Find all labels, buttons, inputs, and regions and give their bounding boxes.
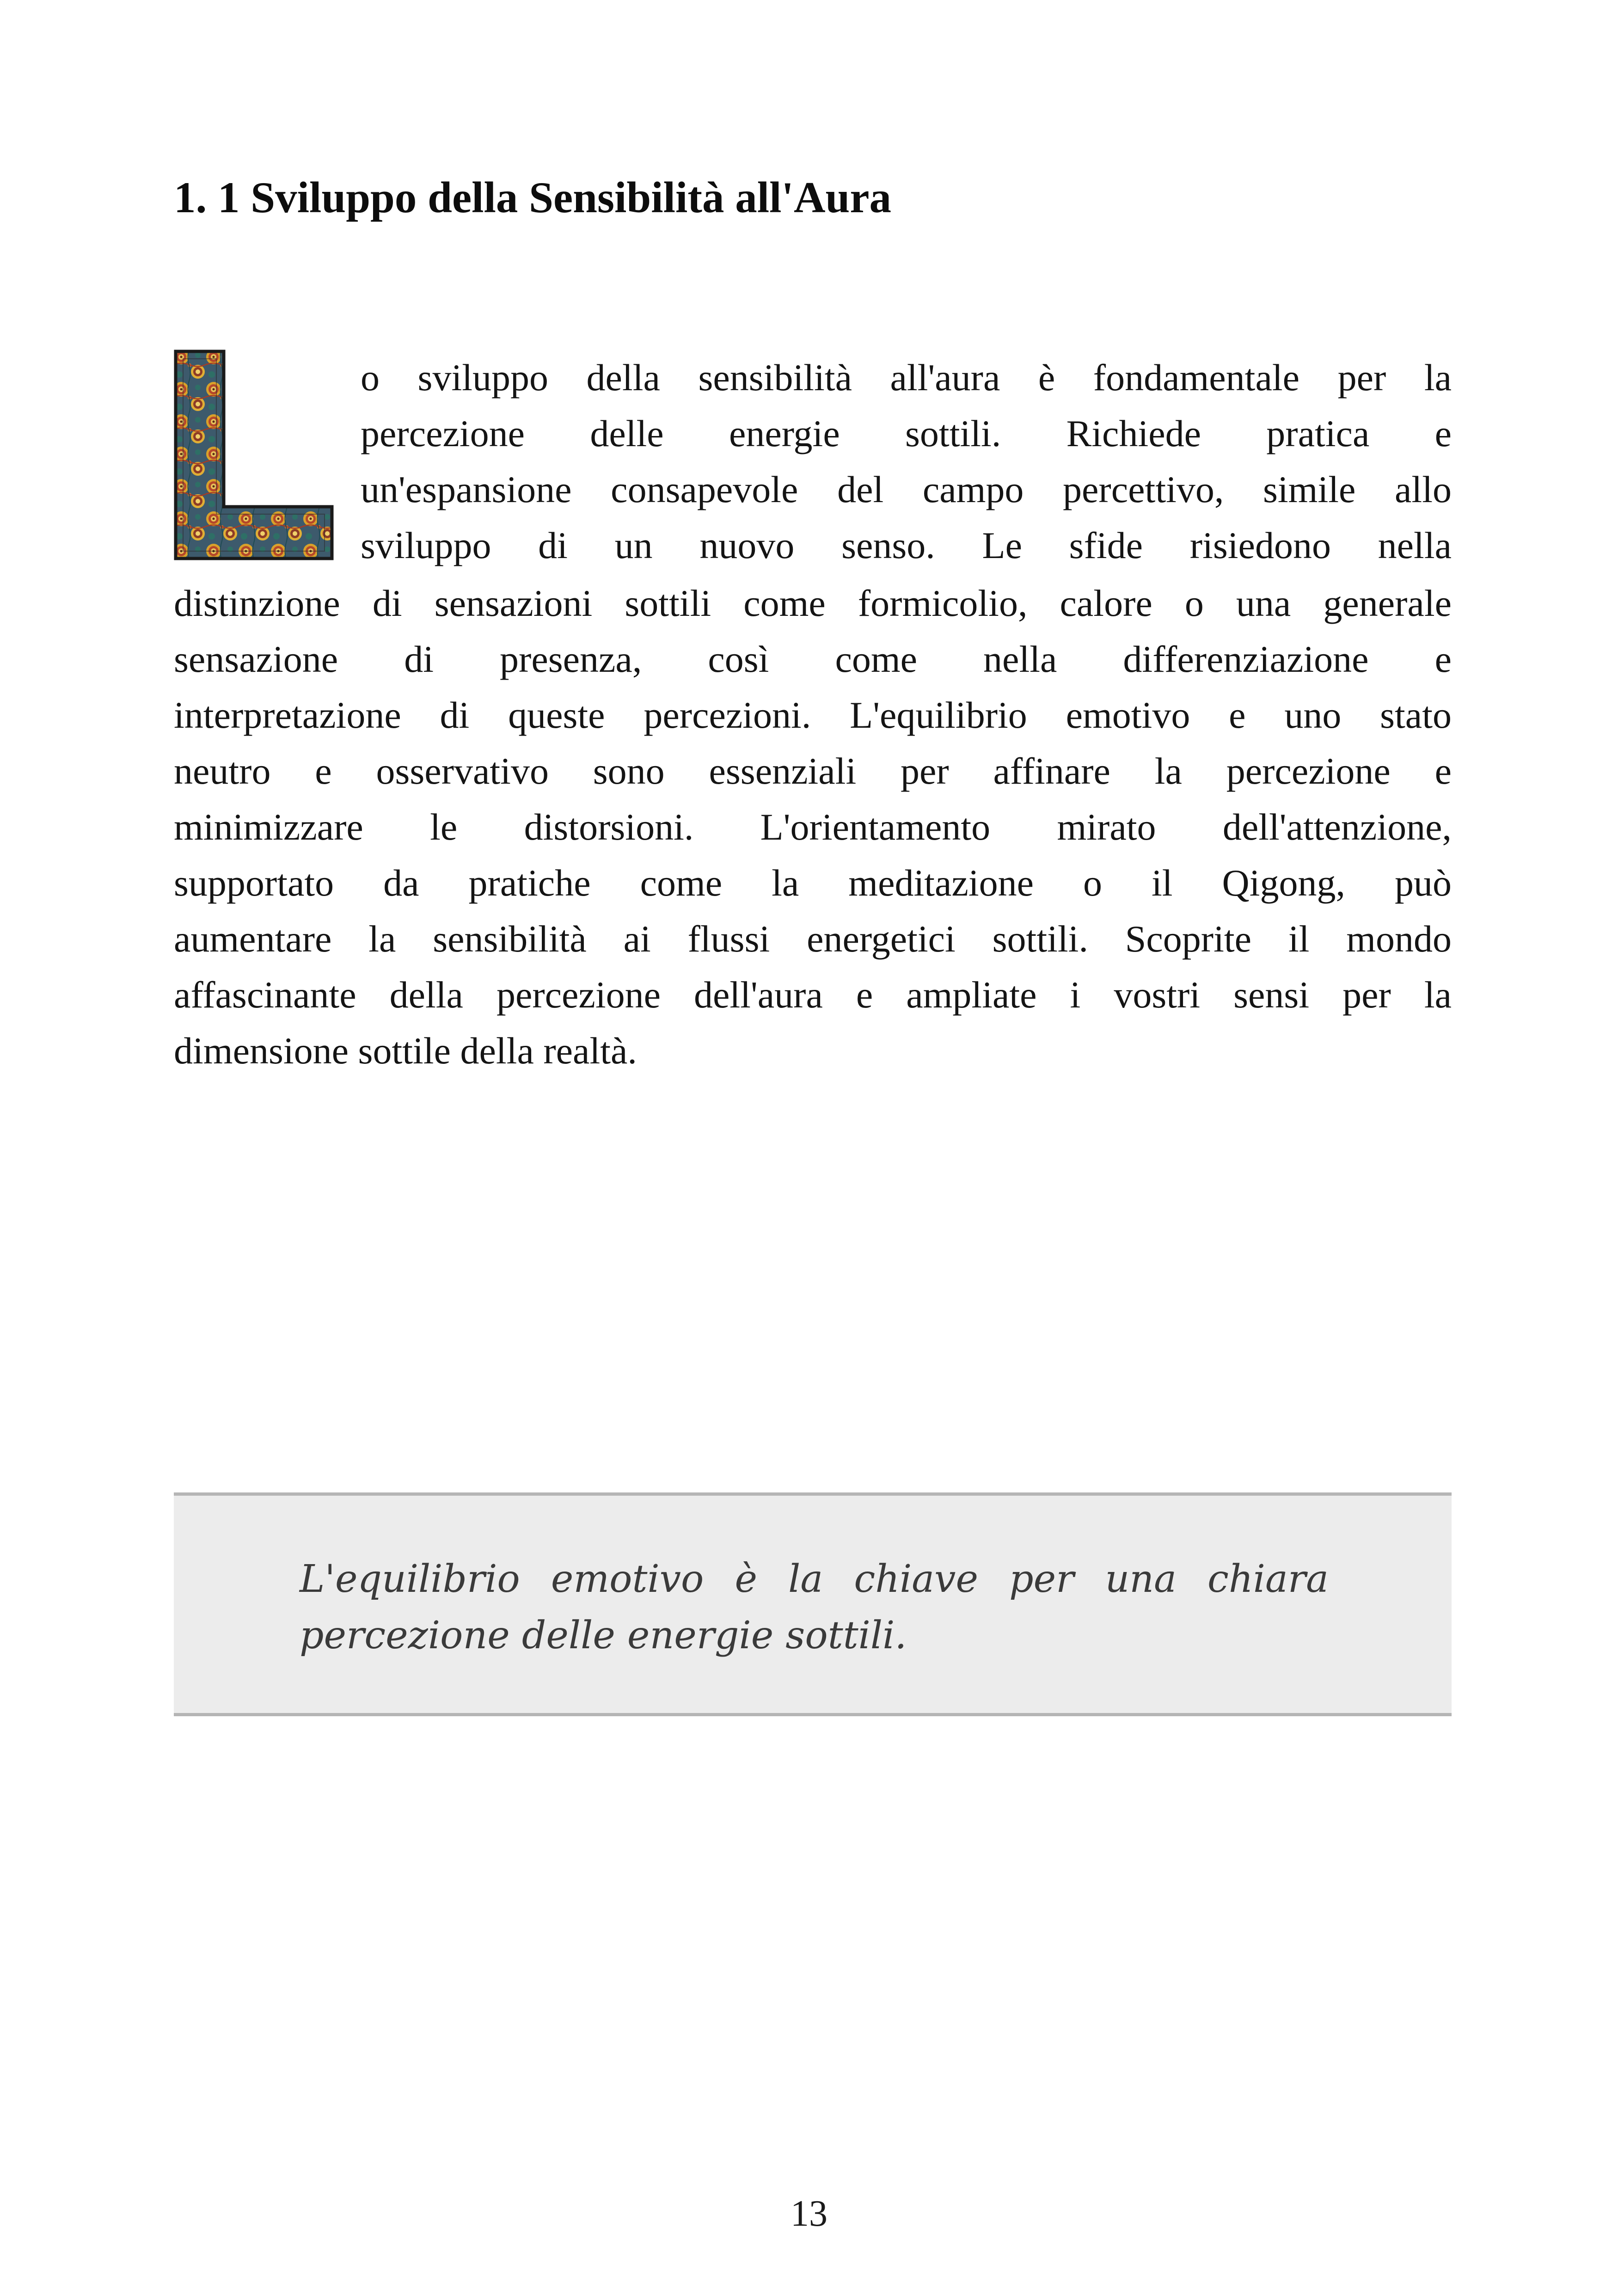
- pull-quote-line: percezione delle energie sottili.: [300, 1614, 907, 1658]
- pull-quote: [300, 1551, 1329, 1664]
- body-line: supportato da pratiche come la meditazione o il Qigong, può: [174, 862, 1452, 904]
- body-line: neutro e osservativo sono essenziali per affinare la percezione e: [174, 750, 1452, 792]
- body-line: o sviluppo della sensibilità all'aura è fondamentale per la: [361, 356, 1452, 399]
- body-line: percezione delle energie sottili. Richiede pratica e: [361, 412, 1452, 454]
- body-line: interpretazione di queste percezioni. L'equilibrio emotivo e uno stato: [174, 694, 1452, 736]
- page-number: 13: [791, 2193, 827, 2234]
- body-line: sviluppo di un nuovo senso. Le sfide risiedono nella: [361, 524, 1452, 566]
- body-line: dimensione sottile della realtà.: [174, 1030, 637, 1072]
- pull-quote-box: [174, 1492, 1452, 1716]
- body-line: minimizzare le distorsioni. L'orientamento mirato dell'attenzione,: [174, 806, 1452, 848]
- pull-quote-line: L'equilibrio emotivo è la chiave per una chiara: [300, 1557, 1329, 1601]
- body-line: distinzione di sensazioni sottili come formicolio, calore o una generale: [174, 582, 1452, 624]
- body-line: sensazione di presenza, così come nella differenziazione e: [174, 638, 1452, 680]
- body-paragraph-continued: [174, 575, 1452, 1079]
- body-line: aumentare la sensibilità ai flussi energetici sottili. Scoprite il mondo: [174, 918, 1452, 960]
- body-line: affascinante della percezione dell'aura e ampliate i vostri sensi per la: [174, 974, 1452, 1016]
- ornamental-dropcap-l: [173, 349, 335, 561]
- body-line: un'espansione consapevole del campo percettivo, simile allo: [361, 468, 1452, 510]
- section-heading: 1. 1 Sviluppo della Sensibilità all'Aura: [174, 173, 892, 222]
- body-paragraph-intro: [361, 350, 1452, 573]
